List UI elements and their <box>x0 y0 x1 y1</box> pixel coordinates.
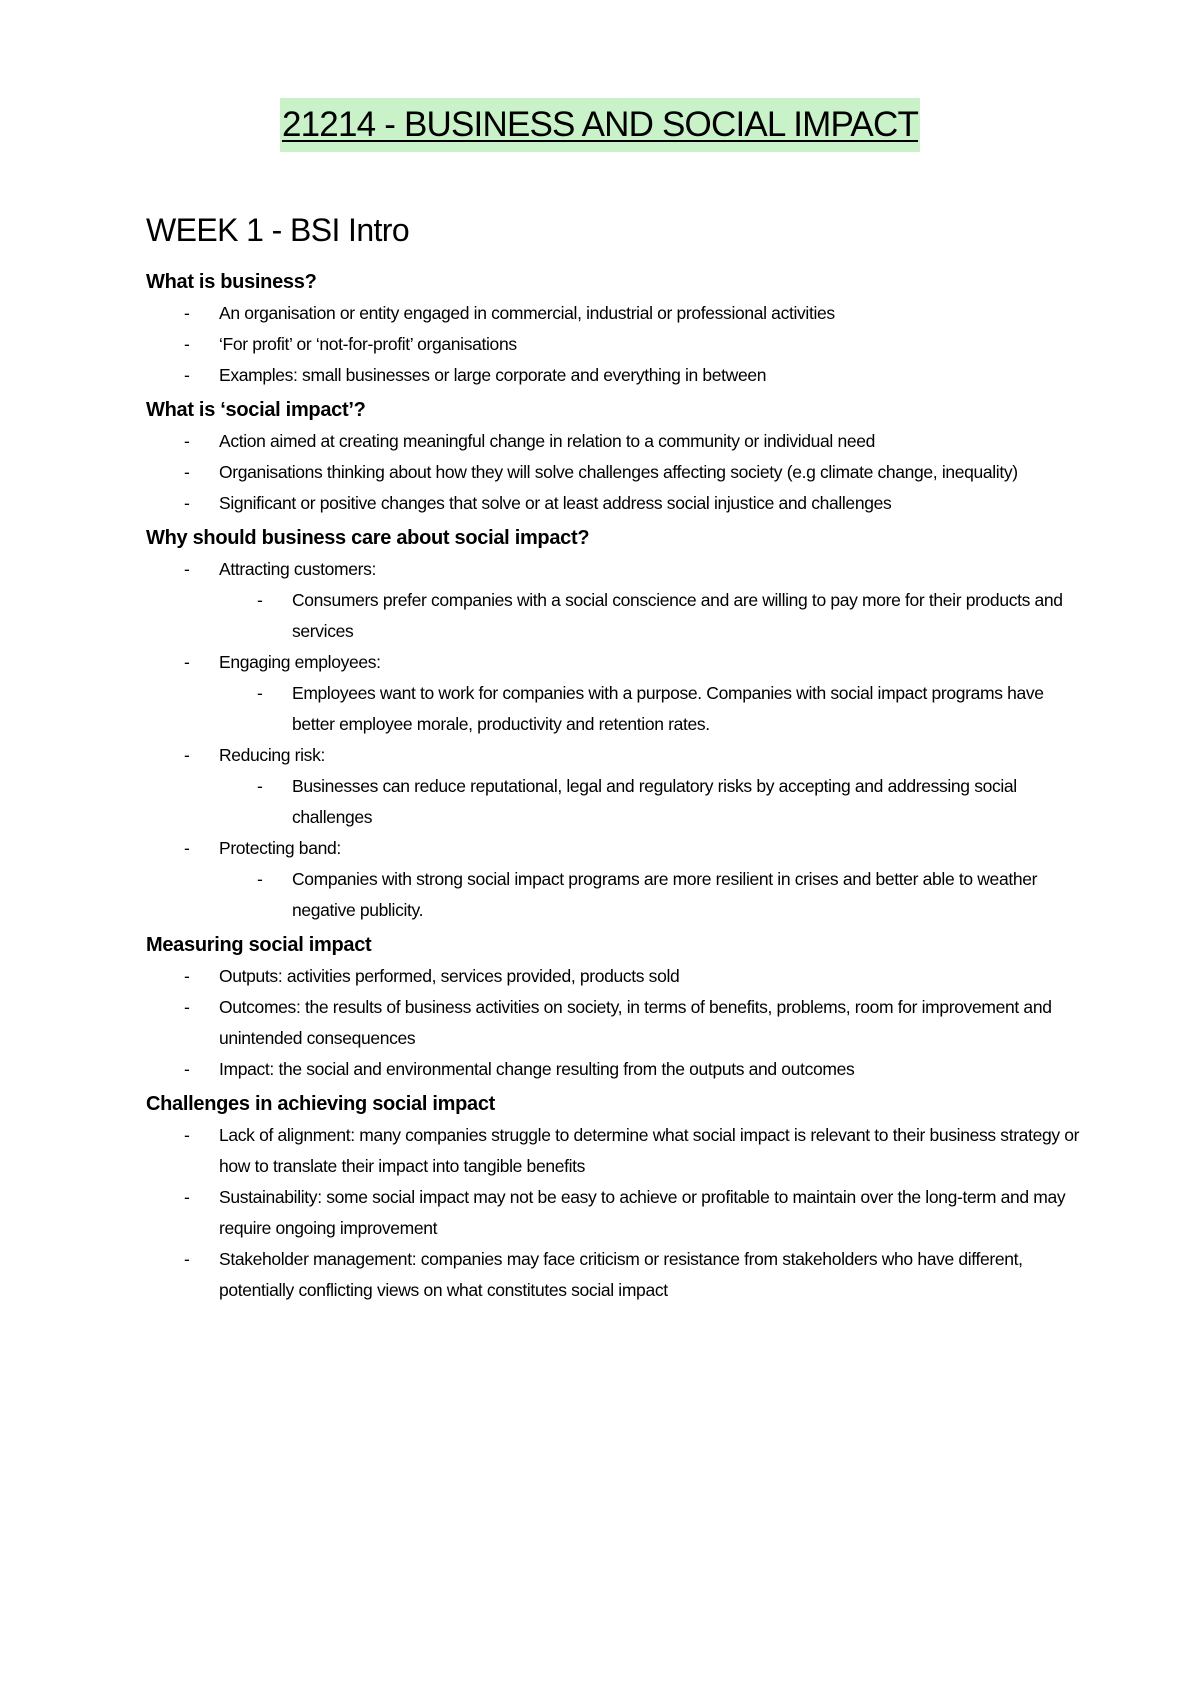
sub-bullet-list <box>219 864 1086 926</box>
sub-bullet-list <box>219 678 1086 740</box>
list-item <box>146 961 1086 992</box>
list-item <box>146 833 1086 926</box>
list-item-text: - Sustainability: some social impact may not be easy to achieve or profitable to maintain over the long-term and may require ongoing improvement <box>219 1187 1066 1238</box>
list-item <box>146 554 1086 647</box>
list-item <box>146 426 1086 457</box>
sub-list-item-text: - Businesses can reduce reputational, legal and regulatory risks by accepting and addressing social challenges <box>292 776 1017 827</box>
bullet-list <box>146 554 1086 926</box>
sub-list-item-text: - Companies with strong social impact programs are more resilient in crises and better able to weather negative publicity. <box>292 869 1038 920</box>
section-heading: Measuring social impact <box>146 934 372 956</box>
list-item <box>146 488 1086 519</box>
bullet-list <box>146 961 1086 1085</box>
section <box>146 523 1086 926</box>
bullet-list <box>146 298 1086 391</box>
list-item <box>146 1182 1086 1244</box>
list-item <box>146 740 1086 833</box>
list-item-text: - ‘For profit’ or ‘not-for-profit’ organisations <box>219 334 517 354</box>
document-title: 21214 - BUSINESS AND SOCIAL IMPACT <box>280 98 920 152</box>
section <box>146 395 1086 519</box>
title-container <box>0 98 1200 152</box>
list-item <box>146 329 1086 360</box>
sub-list-item-text: - Employees want to work for companies with a purpose. Companies with social impact programs have better employee morale, productivity and retention rates. <box>292 683 1044 734</box>
list-item-text: - An organisation or entity engaged in commercial, industrial or professional activities <box>219 303 835 323</box>
section <box>146 1089 1086 1306</box>
list-item-text: - Attracting customers: <box>219 559 377 579</box>
section-heading: Why should business care about social impact? <box>146 527 590 549</box>
list-item-text: - Lack of alignment: many companies struggle to determine what social impact is relevant to their business strategy or how to translate their impact into tangible benefits <box>219 1125 1080 1176</box>
section-heading: What is ‘social impact’? <box>146 399 366 421</box>
section-heading: Challenges in achieving social impact <box>146 1093 496 1115</box>
week-heading: WEEK 1 - BSI Intro <box>146 212 410 248</box>
list-item <box>146 1120 1086 1182</box>
sub-bullet-list <box>219 771 1086 833</box>
list-item-text: - Reducing risk: <box>219 745 325 765</box>
section <box>146 267 1086 391</box>
sub-list-item <box>219 771 1086 833</box>
list-item <box>146 992 1086 1054</box>
list-item-text: - Outputs: activities performed, services provided, products sold <box>219 966 680 986</box>
bullet-list <box>146 426 1086 519</box>
list-item-text: - Examples: small businesses or large corporate and everything in between <box>219 365 767 385</box>
sub-bullet-list <box>219 585 1086 647</box>
sub-list-item <box>219 678 1086 740</box>
list-item <box>146 1054 1086 1085</box>
list-item-text: - Action aimed at creating meaningful change in relation to a community or individual need <box>219 431 875 451</box>
sub-list-item <box>219 864 1086 926</box>
bullet-list <box>146 1120 1086 1306</box>
list-item <box>146 1244 1086 1306</box>
list-item-text: - Organisations thinking about how they will solve challenges affecting society (e.g climate change, inequality) <box>219 462 1018 482</box>
list-item-text: - Outcomes: the results of business activities on society, in terms of benefits, problems, room for improvement and unintended consequences <box>219 997 1052 1048</box>
sections-container <box>146 267 1086 1306</box>
sub-list-item <box>219 585 1086 647</box>
list-item-text: - Engaging employees: <box>219 652 381 672</box>
list-item-text: - Stakeholder management: companies may face criticism or resistance from stakeholders who have different, potentially conflicting views on what constitutes social impact <box>219 1249 1023 1300</box>
list-item <box>146 298 1086 329</box>
list-item-text: - Protecting band: <box>219 838 341 858</box>
list-item <box>146 647 1086 740</box>
sub-list-item-text: - Consumers prefer companies with a social conscience and are willing to pay more for their products and services <box>292 590 1063 641</box>
section <box>146 930 1086 1085</box>
section-heading: What is business? <box>146 271 317 293</box>
document-body <box>146 205 1086 1310</box>
list-item-text: - Significant or positive changes that solve or at least address social injustice and challenges <box>219 493 892 513</box>
list-item <box>146 360 1086 391</box>
list-item <box>146 457 1086 488</box>
list-item-text: - Impact: the social and environmental change resulting from the outputs and outcomes <box>219 1059 855 1079</box>
